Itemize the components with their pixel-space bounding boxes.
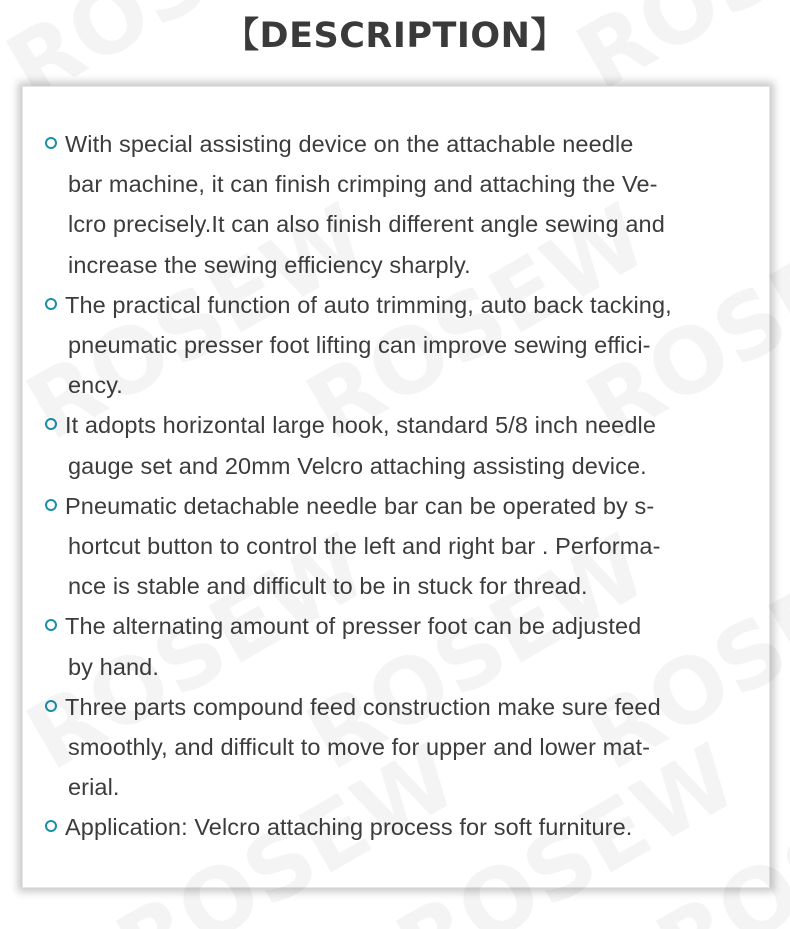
circle-bullet-icon (45, 418, 57, 430)
feature-text-line: gauge set and 20mm Velcro attaching assisting device. (68, 452, 647, 479)
feature-text-line: The practical function of auto trimming, auto back tacking, (65, 291, 672, 318)
circle-bullet-icon (45, 619, 57, 631)
feature-text-line: Three parts compound feed construction make sure feed (65, 693, 661, 720)
feature-text-line: nce is stable and difficult to be in stuck for thread. (68, 573, 588, 600)
circle-bullet-icon (45, 298, 57, 310)
feature-text-line: Application: Velcro attaching process for soft furniture. (65, 814, 633, 841)
feature-text-line: It adopts horizontal large hook, standard 5/8 inch needle (65, 412, 656, 439)
feature-item (43, 807, 753, 847)
feature-text-line: The alternating amount of presser foot can be adjusted (65, 613, 642, 640)
feature-text-line: Pneumatic detachable needle bar can be operated by s- (65, 492, 655, 519)
circle-bullet-icon (45, 137, 57, 149)
feature-text-line: erial. (68, 774, 120, 801)
feature-text-line: lcro precisely.It can also finish different angle sewing and (68, 211, 665, 238)
feature-list (43, 124, 753, 848)
circle-bullet-icon (45, 700, 57, 712)
feature-text-line: by hand. (68, 653, 159, 680)
feature-item (43, 124, 753, 285)
feature-text-line: increase the sewing efficiency sharply. (68, 251, 471, 278)
feature-item (43, 606, 753, 686)
feature-item (43, 486, 753, 607)
page-title: 【DESCRIPTION】 (224, 16, 566, 56)
feature-text-line: smoothly, and difficult to move for upper and lower mat- (68, 734, 651, 761)
feature-item (43, 405, 753, 485)
feature-text-line: ency. (68, 372, 123, 399)
description-card (22, 86, 770, 888)
feature-item (43, 687, 753, 808)
feature-text-line: hortcut button to control the left and right bar . Performa- (68, 533, 661, 560)
feature-item (43, 285, 753, 406)
circle-bullet-icon (45, 820, 57, 832)
circle-bullet-icon (45, 499, 57, 511)
feature-text-line: bar machine, it can finish crimping and attaching the Ve- (68, 171, 658, 198)
feature-text-line: pneumatic presser foot lifting can improve sewing effici- (68, 332, 651, 359)
feature-text-line: With special assisting device on the attachable needle (65, 131, 634, 157)
